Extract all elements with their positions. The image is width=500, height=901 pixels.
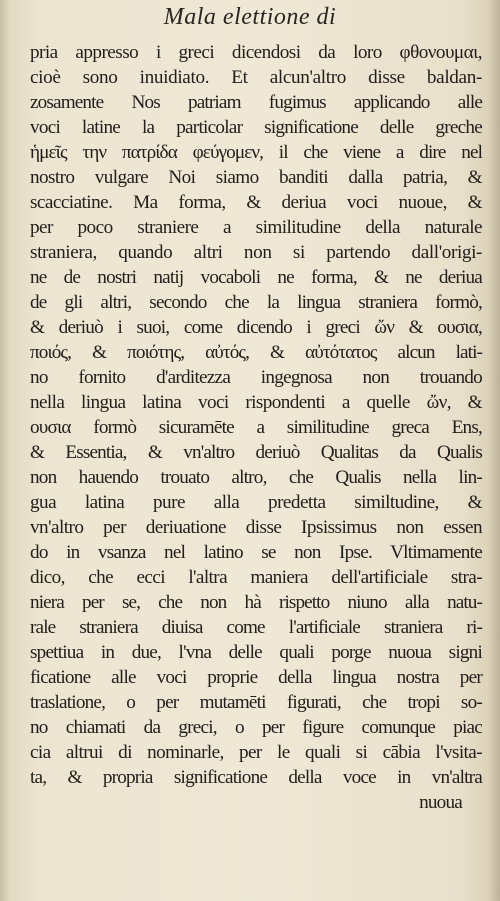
text-line: & Essentia, & vn'altro deriuò Qualitas da Qualis (30, 442, 482, 463)
text-line: rale straniera diuisa come l'artificiale straniera ri- (30, 617, 482, 638)
text-line: scacciatine. Ma forma, & deriua voci nuoue, & (30, 192, 482, 213)
text-line: ποιός, & ποιότης, αὐτός, & αὐτότατος alcun lati- (30, 342, 482, 363)
text-line: vn'altro per deriuatione disse Ipsissimus non essen (30, 517, 482, 538)
text-line: dico, che ecci l'altra maniera dell'artificiale stra- (30, 567, 482, 588)
text-line: voci latine la particolar significatione delle greche (30, 117, 482, 138)
page-edge-shadow (488, 0, 500, 901)
text-line: cia altrui di nominarle, per le quali si cābia l'vsita- (30, 742, 482, 763)
page-gutter-shadow (0, 0, 10, 901)
text-line: nostro vulgare Noi siamo banditi dalla patria, & (30, 167, 482, 188)
text-line: spettiua in due, l'vna delle quali porge nuoua signi (30, 642, 482, 663)
text-line: & deriuò i suoi, come dicendo i greci ὤν & ουσια, (30, 317, 482, 338)
text-line: traslatione, o per mutamēti figurati, che tropi so- (30, 692, 482, 713)
text-line: pria appresso i greci dicendosi da loro φθονουμαι, (30, 42, 482, 63)
body-text (30, 40, 482, 815)
text-line: ta, & propria significatione della voce in vn'altra (30, 767, 482, 788)
text-line: no fornito d'arditezza ingegnosa non trouando (30, 367, 482, 388)
catchword: nuoua (419, 792, 462, 813)
text-line: straniera, quando altri non si partendo dall'origi- (30, 242, 482, 263)
text-line: nella lingua latina voci rispondenti a quelle ὤν, & (30, 392, 482, 413)
running-head: Mala elettione di (163, 4, 337, 30)
text-line: ne de nostri natij vocaboli ne forma, & ne deriua (30, 267, 482, 288)
text-line: ficatione alle voci proprie della lingua nostra per (30, 667, 482, 688)
text-line: de gli altri, secondo che la lingua straniera formò, (30, 292, 482, 313)
text-line: ουσια formò sicuramēte a similitudine greca Ens, (30, 417, 482, 438)
text-line: per poco straniere a similitudine della naturale (30, 217, 482, 238)
text-line: gua latina pure alla predetta similtudine, & (30, 492, 482, 513)
text-line: niera per se, che non hà rispetto niuno alla natu- (30, 592, 482, 613)
text-line: cioè sono inuidiato. Et alcun'altro disse baldan- (30, 67, 482, 88)
text-line: zosamente Nos patriam fugimus applicando alle (30, 92, 482, 113)
text-line: non hauendo trouato altro, che Qualis nella lin- (30, 467, 482, 488)
text-line: no chiamati da greci, o per figure comunque piac (30, 717, 482, 738)
text-line: do in vsanza nel latino se non Ipse. Vltimamente (30, 542, 482, 563)
text-line: ἡμεῖς την πατρίδα φεύγομεν, il che viene a dire nel (30, 142, 482, 163)
